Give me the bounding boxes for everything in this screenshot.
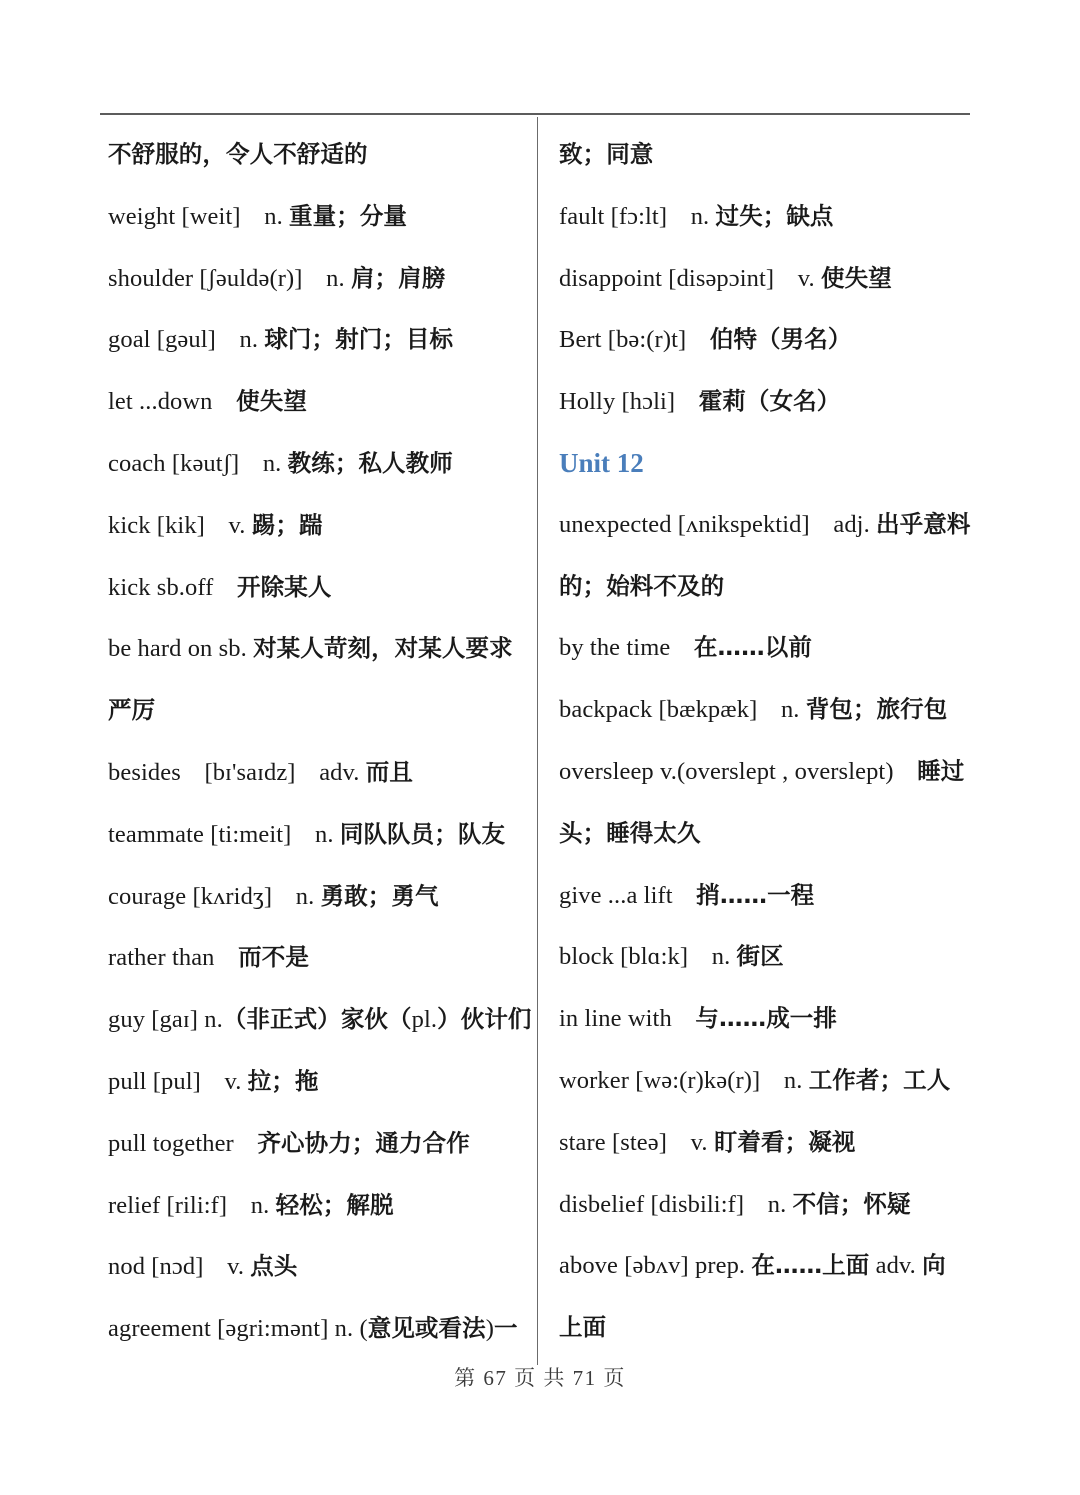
latin-text-run: stare [steə] [559, 1128, 667, 1156]
vocabulary-entry [559, 248, 1050, 310]
chinese-text-run: 与……成一排 [671, 1004, 838, 1033]
chinese-text-run: 开除某人 [213, 572, 332, 601]
chinese-text-run: 踢；踹 [251, 510, 323, 539]
vocabulary-entry [108, 248, 525, 310]
latin-text-run: shoulder [ʃəuldə(r)] [108, 264, 303, 292]
chinese-text-run: 出乎意料 [876, 509, 971, 538]
two-column-body [0, 124, 1080, 1360]
chinese-text-run [757, 695, 781, 723]
chinese-text-run: 一 [494, 1314, 518, 1343]
chinese-text-run [203, 1252, 227, 1280]
latin-text-run: n. [783, 1066, 809, 1094]
latin-text-run: kick [kik] [108, 511, 205, 539]
vocabulary-entry [108, 186, 525, 248]
left-column [0, 124, 537, 1360]
latin-text-run: coach [kəutʃ] [108, 449, 240, 477]
latin-text-run: v. [797, 264, 822, 292]
vocabulary-entry [108, 1298, 525, 1360]
latin-text-run: disappoint [disəpɔint] [559, 264, 775, 292]
latin-text-run: v. [228, 511, 252, 539]
header-rule [100, 113, 970, 115]
latin-text-run: n. [315, 820, 340, 848]
latin-text-run: ) [485, 1315, 494, 1343]
latin-text-run: oversleep v.(overslept , overslept) [559, 757, 894, 785]
chinese-text-run [272, 882, 296, 910]
chinese-text-run: （非正式）家伙（ [222, 1005, 412, 1034]
chinese-text-run: 使失望 [212, 387, 307, 416]
latin-text-run: disbelief [disbili:f] [559, 1190, 745, 1218]
vocabulary-entry [559, 1112, 1050, 1174]
chinese-text-run: 肩；肩膀 [350, 263, 446, 292]
vocabulary-entry [559, 679, 1050, 741]
entry-continuation-line [108, 680, 525, 742]
latin-text-run: let ...down [108, 388, 213, 416]
latin-text-run: block [blɑ:k] [559, 943, 689, 971]
latin-text-run: teammate [ti:meit] [108, 820, 292, 848]
latin-text-run: n. [262, 449, 288, 477]
vocabulary-entry [559, 309, 1050, 371]
vocabulary-entry [559, 186, 1050, 248]
chinese-text-run [744, 1190, 768, 1218]
chinese-text-run: 背包；旅行包 [805, 695, 948, 724]
vocabulary-entry [108, 1236, 525, 1298]
latin-text-run: adv. [869, 1252, 923, 1280]
latin-text-run: n. [711, 943, 737, 971]
chinese-text-run: 严厉 [108, 696, 156, 725]
vocabulary-entry [108, 742, 525, 804]
chinese-text-run: 拉；拖 [247, 1066, 319, 1095]
latin-text-run: relief [rili:f] [108, 1191, 228, 1219]
chinese-text-run: 不信；怀疑 [792, 1189, 911, 1218]
latin-text-run: n. [295, 882, 321, 910]
chinese-text-run [296, 758, 320, 786]
unit-heading: Unit 12 [559, 447, 644, 478]
chinese-text-run: 同队队员；队友 [339, 819, 506, 848]
vocabulary-entry [108, 495, 525, 557]
latin-text-run: agreement [əgri:mənt] n. ( [108, 1315, 368, 1343]
chinese-text-run [227, 1191, 251, 1219]
chinese-text-run: 而且 [365, 757, 413, 786]
chinese-text-run: 街区 [736, 942, 784, 971]
chinese-text-run [201, 1067, 225, 1095]
chinese-text-run: 齐心协力；通力合作 [233, 1128, 470, 1157]
vocabulary-entry [108, 804, 525, 866]
latin-text-run: n. [239, 326, 265, 354]
chinese-text-run [241, 202, 265, 230]
chinese-text-run [667, 202, 691, 230]
chinese-text-run: 意见或看法 [367, 1314, 486, 1343]
latin-text-run: Bert [bə:(r)t] [559, 326, 687, 354]
latin-text-run: adv. [319, 758, 366, 786]
chinese-text-run: 上面 [559, 1313, 607, 1342]
chinese-text-run: 在……以前 [670, 633, 812, 662]
latin-text-run: n. [780, 696, 806, 724]
latin-text-run: v. [690, 1128, 714, 1156]
chinese-text-run: 头；睡得太久 [559, 818, 701, 847]
chinese-text-run [667, 1128, 691, 1156]
latin-text-run: above [əbʌv] prep. [559, 1252, 752, 1280]
chinese-text-run: 睡过 [893, 756, 965, 785]
chinese-text-run [303, 264, 327, 292]
chinese-text-run [760, 1066, 784, 1094]
vocabulary-entry [108, 309, 525, 371]
page-footer: 第 67 页 共 71 页 [454, 1366, 626, 1390]
phrase-entry [108, 1113, 525, 1175]
chinese-text-run [205, 511, 229, 539]
latin-text-run: unexpected [ʌnikspektid] [559, 510, 810, 538]
latin-text-run: v. [224, 1067, 248, 1095]
chinese-text-run: ）伙计们 [437, 1005, 532, 1034]
latin-text-run: n. [690, 202, 716, 230]
latin-text-run: n. [767, 1190, 793, 1218]
chinese-text-run: 使失望 [821, 263, 892, 292]
latin-text-run: by the time [559, 634, 671, 662]
phrase-entry [108, 927, 525, 989]
vocabulary-entry [559, 494, 1050, 556]
chinese-text-run: 伯特（男名） [686, 325, 852, 354]
chinese-text-run [181, 758, 205, 786]
vocabulary-entry [559, 371, 1050, 433]
latin-text-run: goal [gəul] [108, 326, 216, 354]
chinese-text-run [239, 449, 263, 477]
latin-text-run: fault [fɔ:lt] [559, 202, 668, 230]
latin-text-run: weight [weit] [108, 202, 241, 230]
vocabulary-entry [559, 926, 1050, 988]
chinese-text-run: 轻松；解脱 [275, 1190, 394, 1219]
latin-text-run: give ...a lift [559, 881, 673, 909]
chinese-text-run: 向 [922, 1251, 946, 1280]
entry-continuation-line [559, 124, 1050, 186]
vocabulary-entry [559, 1235, 1050, 1297]
latin-text-run: Holly [hɔli] [559, 388, 676, 416]
vocabulary-entry [108, 989, 532, 1051]
vocabulary-entry [559, 1174, 1050, 1236]
chinese-text-run: 的；始料不及的 [559, 571, 725, 600]
chinese-text-run: 点头 [250, 1252, 298, 1281]
latin-text-run: courage [kʌridʒ] [108, 882, 273, 910]
latin-text-run: n. [264, 202, 290, 230]
latin-text-run: nod [nɔd] [108, 1253, 204, 1281]
phrase-entry [559, 865, 1050, 927]
chinese-text-run: 而不是 [214, 943, 309, 972]
latin-text-run: kick sb.off [108, 573, 214, 601]
latin-text-run: pull [pul] [108, 1067, 201, 1095]
latin-text-run: pl. [411, 1006, 438, 1034]
latin-text-run: backpack [bækpæk] [559, 696, 758, 724]
chinese-text-run: 盯着看；凝视 [713, 1127, 856, 1156]
latin-text-run: adj. [833, 510, 877, 538]
phrase-entry [108, 371, 525, 433]
latin-text-run: [bɪ'saɪdz] [204, 758, 296, 786]
latin-text-run: n. [250, 1191, 276, 1219]
vocabulary-entry [108, 1175, 525, 1237]
chinese-text-run [291, 820, 315, 848]
chinese-text-run: 捎……一程 [672, 880, 815, 909]
chinese-text-run: 工作者；工人 [808, 1065, 951, 1094]
vocabulary-entry [559, 1050, 1050, 1112]
chinese-text-run: 勇敢；勇气 [320, 881, 439, 910]
chinese-text-run [810, 510, 834, 538]
vocabulary-entry [559, 741, 1050, 803]
latin-text-run: guy [gaɪ] n. [108, 1006, 223, 1034]
chinese-text-run: 不舒服的，令人不舒适的 [108, 140, 368, 168]
chinese-text-run: 过失；缺点 [715, 201, 834, 230]
chinese-text-run: 重量；分量 [289, 201, 408, 230]
latin-text-run: worker [wə:(r)kə(r)] [559, 1066, 761, 1094]
latin-text-run: v. [227, 1253, 251, 1281]
entry-continuation-line [559, 556, 1050, 618]
chinese-text-run [774, 264, 798, 292]
vocabulary-entry [108, 433, 525, 495]
right-column [537, 124, 1080, 1359]
entry-continuation-line [108, 124, 525, 186]
phrase-entry [108, 618, 525, 680]
latin-text-run: n. [326, 264, 351, 292]
chinese-text-run: 对某人苛刻，对某人要求 [253, 634, 513, 663]
phrase-entry [559, 617, 1050, 679]
vocabulary-entry [108, 866, 525, 928]
chinese-text-run: 在……上面 [751, 1251, 870, 1280]
latin-text-run: rather than [108, 944, 215, 972]
chinese-text-run: 霍莉（女名） [675, 387, 841, 416]
latin-text-run: pull together [108, 1129, 234, 1157]
chinese-text-run: 教练；私人教师 [287, 448, 453, 477]
chinese-text-run [688, 942, 712, 970]
latin-text-run: besides [108, 758, 181, 786]
chinese-text-run: 致；同意 [559, 140, 654, 168]
phrase-entry [108, 557, 525, 619]
latin-text-run: in line with [559, 1005, 672, 1033]
chinese-text-run [216, 325, 240, 353]
vocabulary-entry [108, 1051, 525, 1113]
phrase-entry [559, 988, 1050, 1050]
latin-text-run: be hard on sb. [108, 635, 254, 663]
entry-continuation-line [559, 803, 1050, 865]
chinese-text-run: 球门；射门；目标 [264, 325, 454, 354]
entry-continuation-line [559, 1297, 1050, 1359]
